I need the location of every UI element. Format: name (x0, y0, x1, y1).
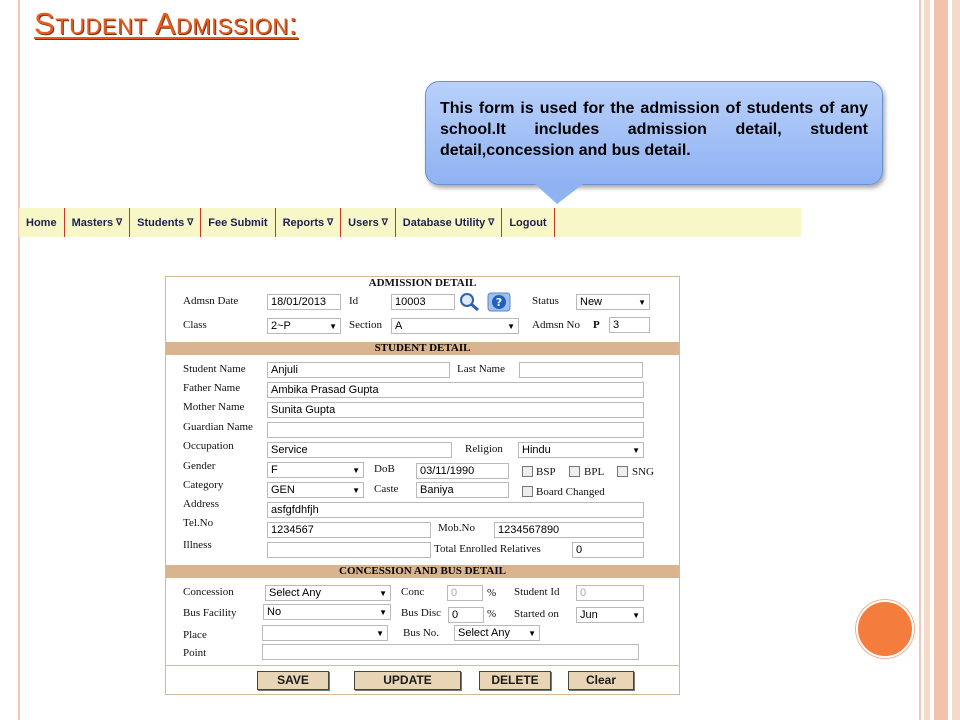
relatives-label: Total Enrolled Relatives (434, 543, 541, 555)
category-label: Category (183, 479, 224, 491)
clear-button[interactable]: Clear (568, 671, 634, 690)
conc-percent-label: % (487, 587, 497, 599)
id-field[interactable]: 10003 (391, 294, 455, 310)
slide-frame-left (18, 0, 20, 720)
occupation-label: Occupation (183, 440, 234, 452)
gender-select[interactable]: F ▼ (267, 462, 364, 478)
section-label: Section (349, 319, 382, 331)
slide-frame-right (919, 0, 921, 720)
point-label: Point (183, 647, 207, 659)
board-changed-checkbox[interactable] (522, 486, 533, 497)
menu-item-logout[interactable]: Logout (502, 208, 554, 237)
chevron-down-icon: ▼ (352, 466, 360, 475)
place-label: Place (183, 629, 207, 641)
student-detail-heading: STUDENT DETAIL (166, 342, 679, 355)
admsn-no-prefix: P (593, 319, 600, 331)
chevron-down-icon: ∇ (116, 217, 123, 227)
relatives-field[interactable]: 0 (572, 542, 644, 558)
chevron-down-icon: ▼ (507, 322, 515, 331)
admission-form (165, 276, 680, 695)
mob-field[interactable]: 1234567890 (494, 522, 644, 538)
menu-item-reports[interactable]: Reports ∇ (276, 208, 342, 237)
bpl-checkbox[interactable] (569, 466, 580, 477)
chevron-down-icon: ▼ (379, 589, 387, 598)
category-select[interactable]: GEN ▼ (267, 482, 364, 498)
religion-label: Religion (465, 443, 503, 455)
status-label: Status (532, 295, 559, 307)
button-divider (166, 665, 679, 666)
tel-label: Tel.No (183, 517, 214, 529)
delete-button[interactable]: DELETE (479, 671, 551, 690)
concession-label: Concession (183, 586, 234, 598)
chevron-down-icon: ▼ (352, 486, 360, 495)
guardian-name-label: Guardian Name (183, 421, 253, 433)
caste-field[interactable]: Baniya (416, 482, 509, 498)
sng-label: SNG (632, 466, 655, 478)
chevron-down-icon: ∇ (381, 217, 388, 227)
concession-select[interactable]: Select Any ▼ (265, 585, 391, 601)
menu-bar (19, 208, 801, 237)
admsn-date-field[interactable]: 18/01/2013 (267, 294, 341, 310)
chevron-down-icon: ▼ (376, 629, 384, 638)
menu-item-database-utility[interactable]: Database Utility ∇ (396, 208, 503, 237)
menu-item-students[interactable]: Students ∇ (130, 208, 201, 237)
illness-label: Illness (183, 539, 212, 551)
section-select[interactable]: A ▼ (391, 318, 519, 334)
tel-field[interactable]: 1234567 (267, 522, 431, 538)
search-icon[interactable] (458, 292, 482, 312)
mother-name-label: Mother Name (183, 401, 245, 413)
chevron-down-icon: ▼ (632, 611, 640, 620)
dob-field[interactable]: 03/11/1990 (416, 463, 509, 479)
chevron-down-icon: ▼ (638, 298, 646, 307)
chevron-down-icon: ∇ (488, 217, 495, 227)
class-label: Class (183, 319, 207, 331)
id-label: Id (349, 295, 359, 307)
illness-field[interactable] (267, 542, 431, 558)
chevron-down-icon: ▼ (329, 322, 337, 331)
admission-detail-heading: ADMISSION DETAIL (368, 277, 477, 289)
save-button[interactable]: SAVE (257, 671, 329, 690)
admsn-no-label: Admsn No (532, 319, 580, 331)
admsn-no-field[interactable]: 3 (609, 317, 650, 333)
decorative-circle (856, 600, 914, 658)
board-changed-label: Board Changed (536, 486, 605, 498)
slide-side-bars (924, 0, 960, 720)
bus-no-label: Bus No. (403, 627, 440, 639)
started-on-label: Started on (514, 608, 559, 620)
mother-name-field[interactable]: Sunita Gupta (267, 402, 644, 418)
father-name-field[interactable]: Ambika Prasad Gupta (267, 382, 644, 398)
help-icon[interactable] (487, 292, 511, 312)
chevron-down-icon: ▼ (528, 629, 536, 638)
student-name-label: Student Name (183, 363, 246, 375)
menu-item-fee-submit[interactable]: Fee Submit (201, 208, 275, 237)
bsp-label: BSP (536, 466, 556, 478)
chevron-down-icon: ∇ (187, 217, 194, 227)
chevron-down-icon: ▼ (379, 608, 387, 617)
address-label: Address (183, 498, 220, 510)
chevron-down-icon: ∇ (327, 217, 334, 227)
student-id-field[interactable]: 0 (576, 585, 644, 601)
sng-checkbox[interactable] (617, 466, 628, 477)
bus-disc-label: Bus Disc (401, 607, 442, 619)
bus-facility-select[interactable]: No ▼ (263, 604, 391, 620)
last-name-field[interactable] (519, 362, 643, 378)
bus-disc-field[interactable]: 0 (448, 607, 484, 623)
religion-select[interactable]: Hindu ▼ (518, 442, 644, 458)
bus-no-select[interactable]: Select Any ▼ (454, 625, 540, 641)
dob-label: DoB (374, 463, 395, 475)
class-select[interactable]: 2~P ▼ (267, 318, 341, 334)
concession-heading: CONCESSION AND BUS DETAIL (166, 565, 679, 578)
bus-facility-label: Bus Facility (183, 607, 237, 619)
caste-label: Caste (374, 483, 399, 495)
father-name-label: Father Name (183, 382, 241, 394)
status-select[interactable]: New ▼ (576, 294, 650, 310)
svg-text:?: ? (495, 296, 503, 309)
student-id-label: Student Id (514, 586, 560, 598)
point-field[interactable] (262, 644, 639, 660)
student-name-field[interactable]: Anjuli (267, 362, 450, 378)
slide-title: Student Admission: (34, 6, 298, 41)
chevron-down-icon: ▼ (632, 446, 640, 455)
conc-field[interactable]: 0 (447, 585, 483, 601)
bpl-label: BPL (584, 466, 605, 478)
callout-box: This form is used for the admission of students of any school.It includes admission detail, student detail,concession and bus detail. (425, 81, 883, 185)
last-name-label: Last Name (457, 363, 505, 375)
bsp-checkbox[interactable] (522, 466, 533, 477)
callout-tail (535, 184, 583, 204)
menu-item-users[interactable]: Users ∇ (341, 208, 396, 237)
gender-label: Gender (183, 460, 216, 472)
conc-label: Conc (401, 586, 425, 598)
menu-item-masters[interactable]: Masters ∇ (65, 208, 131, 237)
guardian-name-field[interactable] (267, 422, 644, 438)
update-button[interactable]: UPDATE (354, 671, 461, 690)
mob-label: Mob.No (438, 522, 475, 534)
occupation-field[interactable]: Service (267, 442, 452, 458)
bus-disc-percent-label: % (487, 608, 497, 620)
admsn-date-label: Admsn Date (183, 295, 239, 307)
menu-item-home[interactable]: Home (19, 208, 65, 237)
address-field[interactable]: asfgfdhfjh (267, 502, 644, 518)
place-select[interactable] (262, 625, 388, 641)
started-on-select[interactable]: Jun ▼ (576, 607, 644, 623)
